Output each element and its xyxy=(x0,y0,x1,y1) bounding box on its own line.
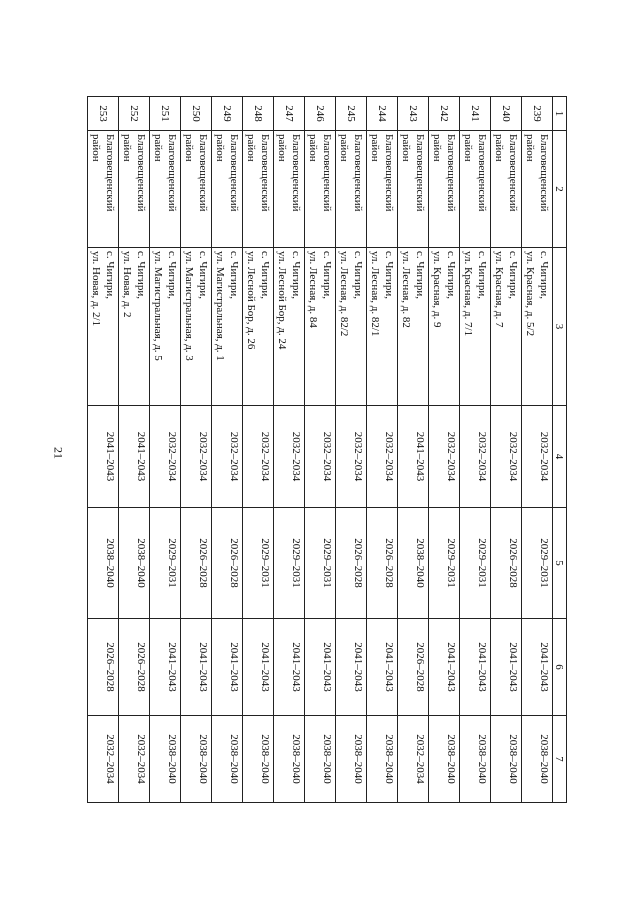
district-cell-line: район xyxy=(245,134,257,162)
district-cell xyxy=(212,131,243,248)
address-cell xyxy=(336,248,367,406)
period-cell-col6: 2041–2043 xyxy=(367,619,398,716)
period-cell-col7: 2038–2040 xyxy=(181,716,212,803)
district-cell-line: Благовещенский xyxy=(538,134,550,212)
row-number-cell: 241 xyxy=(460,97,491,131)
address-cell xyxy=(367,248,398,406)
period-cell-col4: 2032–2034 xyxy=(429,406,460,508)
period-cell-col6: 2041–2043 xyxy=(150,619,181,716)
period-cell-col6: 2026–2028 xyxy=(88,619,119,716)
district-cell-line: Благовещенский xyxy=(476,134,488,212)
period-cell-col6: 2041–2043 xyxy=(212,619,243,716)
row-number-cell: 244 xyxy=(367,97,398,131)
period-cell-col5: 2026–2028 xyxy=(181,508,212,619)
address-cell-line: с. Чигири, xyxy=(259,251,271,299)
district-cell-line: Благовещенский xyxy=(104,134,116,212)
district-cell xyxy=(181,131,212,248)
table-body xyxy=(88,97,553,803)
period-cell-col6: 2041–2043 xyxy=(491,619,522,716)
district-cell-line: район xyxy=(307,134,319,162)
row-number-cell: 253 xyxy=(88,97,119,131)
period-cell-col6: 2041–2043 xyxy=(336,619,367,716)
district-cell-line: Благовещенский xyxy=(352,134,364,212)
address-cell xyxy=(274,248,305,406)
period-cell-col7: 2038–2040 xyxy=(243,716,274,803)
district-cell xyxy=(305,131,336,248)
table-row xyxy=(491,97,522,803)
address-cell xyxy=(398,248,429,406)
address-cell-line: с. Чигири, xyxy=(476,251,488,299)
table-row xyxy=(522,97,553,803)
table-row xyxy=(88,97,119,803)
address-cell-line: ул. Красная, д. 5/2 xyxy=(524,251,536,337)
period-cell-col4: 2041–2043 xyxy=(398,406,429,508)
period-cell-col4: 2032–2034 xyxy=(460,406,491,508)
period-cell-col4: 2032–2034 xyxy=(305,406,336,508)
period-cell-col4: 2032–2034 xyxy=(367,406,398,508)
address-cell-line: ул. Лесной Бор, д. 24 xyxy=(276,251,288,350)
address-cell-line: ул. Магистральная, д. 3 xyxy=(183,251,195,361)
district-cell-line: район xyxy=(462,134,474,162)
period-cell-col4: 2041–2043 xyxy=(119,406,150,508)
address-cell xyxy=(119,248,150,406)
address-cell-line: ул. Красная, д. 7/1 xyxy=(462,251,474,337)
address-cell-line: ул. Лесная, д. 84 xyxy=(307,251,319,328)
address-cell xyxy=(305,248,336,406)
address-cell-line: с. Чигири, xyxy=(290,251,302,299)
district-cell-line: Благовещенский xyxy=(197,134,209,212)
district-cell xyxy=(88,131,119,248)
period-cell-col5: 2026–2028 xyxy=(491,508,522,619)
address-cell-line: с. Чигири, xyxy=(352,251,364,299)
row-number-cell: 250 xyxy=(181,97,212,131)
table-row xyxy=(181,97,212,803)
row-number-cell: 249 xyxy=(212,97,243,131)
period-cell-col7: 2038–2040 xyxy=(429,716,460,803)
period-cell-col7: 2032–2034 xyxy=(88,716,119,803)
period-cell-col5: 2026–2028 xyxy=(212,508,243,619)
district-cell-line: район xyxy=(524,134,536,162)
district-cell-line: Благовещенский xyxy=(135,134,147,212)
period-cell-col5: 2029–2031 xyxy=(522,508,553,619)
district-cell xyxy=(491,131,522,248)
address-cell-line: ул. Магистральная, д. 1 xyxy=(214,251,226,361)
district-cell-line: район xyxy=(369,134,381,162)
district-cell-line: Благовещенский xyxy=(383,134,395,212)
district-cell-line: Благовещенский xyxy=(321,134,333,212)
header-cell: 6 xyxy=(553,619,567,716)
address-cell-line: ул. Лесная, д. 82/1 xyxy=(369,251,381,337)
period-cell-col5: 2029–2031 xyxy=(429,508,460,619)
period-cell-col7: 2038–2040 xyxy=(150,716,181,803)
table-row xyxy=(336,97,367,803)
district-cell-line: район xyxy=(183,134,195,162)
schedule-table xyxy=(87,96,567,803)
period-cell-col4: 2032–2034 xyxy=(150,406,181,508)
header-cell: 2 xyxy=(553,131,567,248)
header-row xyxy=(553,97,567,803)
district-cell-line: Благовещенский xyxy=(414,134,426,212)
period-cell-col6: 2041–2043 xyxy=(243,619,274,716)
table-row xyxy=(367,97,398,803)
header-cell: 5 xyxy=(553,508,567,619)
period-cell-col7: 2038–2040 xyxy=(305,716,336,803)
period-cell-col7: 2038–2040 xyxy=(336,716,367,803)
row-number-cell: 251 xyxy=(150,97,181,131)
period-cell-col4: 2032–2034 xyxy=(336,406,367,508)
header-cell: 3 xyxy=(553,248,567,406)
period-cell-col4: 2032–2034 xyxy=(522,406,553,508)
district-cell xyxy=(119,131,150,248)
table-row xyxy=(119,97,150,803)
address-cell xyxy=(429,248,460,406)
address-cell-line: с. Чигири, xyxy=(321,251,333,299)
district-cell-line: Благовещенский xyxy=(259,134,271,212)
district-cell xyxy=(243,131,274,248)
period-cell-col7: 2038–2040 xyxy=(274,716,305,803)
address-cell xyxy=(212,248,243,406)
address-cell xyxy=(150,248,181,406)
table-row xyxy=(243,97,274,803)
table-row xyxy=(305,97,336,803)
address-cell xyxy=(491,248,522,406)
district-cell xyxy=(367,131,398,248)
district-cell xyxy=(522,131,553,248)
period-cell-col5: 2029–2031 xyxy=(150,508,181,619)
period-cell-col7: 2038–2040 xyxy=(212,716,243,803)
district-cell-line: Благовещенский xyxy=(166,134,178,212)
district-cell-line: Благовещенский xyxy=(290,134,302,212)
period-cell-col5: 2038–2040 xyxy=(119,508,150,619)
period-cell-col5: 2038–2040 xyxy=(88,508,119,619)
period-cell-col6: 2026–2028 xyxy=(398,619,429,716)
period-cell-col4: 2032–2034 xyxy=(491,406,522,508)
period-cell-col4: 2032–2034 xyxy=(181,406,212,508)
address-cell-line: ул. Лесная, д. 82/2 xyxy=(338,251,350,337)
district-cell-line: район xyxy=(493,134,505,162)
address-cell-line: с. Чигири, xyxy=(197,251,209,299)
header-cell: 4 xyxy=(553,406,567,508)
address-cell xyxy=(460,248,491,406)
row-number-cell: 243 xyxy=(398,97,429,131)
address-cell-line: с. Чигири, xyxy=(135,251,147,299)
period-cell-col4: 2041–2043 xyxy=(88,406,119,508)
period-cell-col7: 2032–2034 xyxy=(398,716,429,803)
table-row xyxy=(212,97,243,803)
period-cell-col6: 2041–2043 xyxy=(522,619,553,716)
period-cell-col6: 2041–2043 xyxy=(429,619,460,716)
table-row xyxy=(150,97,181,803)
period-cell-col5: 2026–2028 xyxy=(336,508,367,619)
address-cell-line: с. Чигири, xyxy=(507,251,519,299)
district-cell-line: район xyxy=(90,134,102,162)
row-number-cell: 242 xyxy=(429,97,460,131)
period-cell-col7: 2038–2040 xyxy=(522,716,553,803)
address-cell-line: ул. Магистральная, д. 5 xyxy=(152,251,164,361)
address-cell-line: с. Чигири, xyxy=(104,251,116,299)
row-number-cell: 246 xyxy=(305,97,336,131)
district-cell xyxy=(150,131,181,248)
address-cell-line: с. Чигири, xyxy=(414,251,426,299)
address-cell xyxy=(181,248,212,406)
address-cell-line: ул. Новая, д. 2/1 xyxy=(90,251,102,327)
district-cell xyxy=(429,131,460,248)
period-cell-col5: 2029–2031 xyxy=(243,508,274,619)
district-cell-line: район xyxy=(276,134,288,162)
address-cell xyxy=(88,248,119,406)
header-cell: 1 xyxy=(553,97,567,131)
row-number-cell: 245 xyxy=(336,97,367,131)
district-cell-line: Благовещенский xyxy=(507,134,519,212)
period-cell-col6: 2041–2043 xyxy=(274,619,305,716)
period-cell-col5: 2029–2031 xyxy=(460,508,491,619)
address-cell-line: ул. Новая, д. 2 xyxy=(121,251,133,318)
table-row xyxy=(274,97,305,803)
period-cell-col5: 2038–2040 xyxy=(398,508,429,619)
period-cell-col6: 2041–2043 xyxy=(181,619,212,716)
address-cell-line: ул. Красная, д. 9 xyxy=(431,251,443,328)
district-cell-line: Благовещенский xyxy=(228,134,240,212)
district-cell-line: район xyxy=(121,134,133,162)
header-cell: 7 xyxy=(553,716,567,803)
period-cell-col5: 2026–2028 xyxy=(367,508,398,619)
district-cell-line: Благовещенский xyxy=(445,134,457,212)
district-cell-line: район xyxy=(214,134,226,162)
row-number-cell: 240 xyxy=(491,97,522,131)
address-cell-line: ул. Красная, д. 7 xyxy=(493,251,505,328)
page-number: 21 xyxy=(51,447,66,459)
address-cell xyxy=(522,248,553,406)
period-cell-col4: 2032–2034 xyxy=(212,406,243,508)
address-cell-line: с. Чигири, xyxy=(445,251,457,299)
period-cell-col7: 2038–2040 xyxy=(460,716,491,803)
row-number-cell: 252 xyxy=(119,97,150,131)
district-cell xyxy=(274,131,305,248)
district-cell-line: район xyxy=(152,134,164,162)
period-cell-col4: 2032–2034 xyxy=(243,406,274,508)
district-cell xyxy=(460,131,491,248)
period-cell-col5: 2029–2031 xyxy=(305,508,336,619)
period-cell-col6: 2041–2043 xyxy=(305,619,336,716)
table-row xyxy=(398,97,429,803)
period-cell-col6: 2041–2043 xyxy=(460,619,491,716)
row-number-cell: 248 xyxy=(243,97,274,131)
district-cell-line: район xyxy=(431,134,443,162)
district-cell-line: район xyxy=(338,134,350,162)
period-cell-col5: 2029–2031 xyxy=(274,508,305,619)
address-cell-line: с. Чигири, xyxy=(538,251,550,299)
row-number-cell: 239 xyxy=(522,97,553,131)
address-cell-line: с. Чигири, xyxy=(228,251,240,299)
address-cell xyxy=(243,248,274,406)
address-cell-line: с. Чигири, xyxy=(383,251,395,299)
address-cell-line: ул. Лесная, д. 82 xyxy=(400,251,412,328)
period-cell-col7: 2032–2034 xyxy=(119,716,150,803)
table-row xyxy=(460,97,491,803)
period-cell-col7: 2038–2040 xyxy=(367,716,398,803)
table-row xyxy=(429,97,460,803)
address-cell-line: с. Чигири, xyxy=(166,251,178,299)
district-cell xyxy=(336,131,367,248)
period-cell-col4: 2032–2034 xyxy=(274,406,305,508)
address-cell-line: ул. Лесной Бор, д. 26 xyxy=(245,251,257,350)
district-cell xyxy=(398,131,429,248)
district-cell-line: район xyxy=(400,134,412,162)
rotated-table-frame xyxy=(90,96,567,802)
row-number-cell: 247 xyxy=(274,97,305,131)
table-container xyxy=(90,96,567,802)
period-cell-col7: 2038–2040 xyxy=(491,716,522,803)
period-cell-col6: 2026–2028 xyxy=(119,619,150,716)
